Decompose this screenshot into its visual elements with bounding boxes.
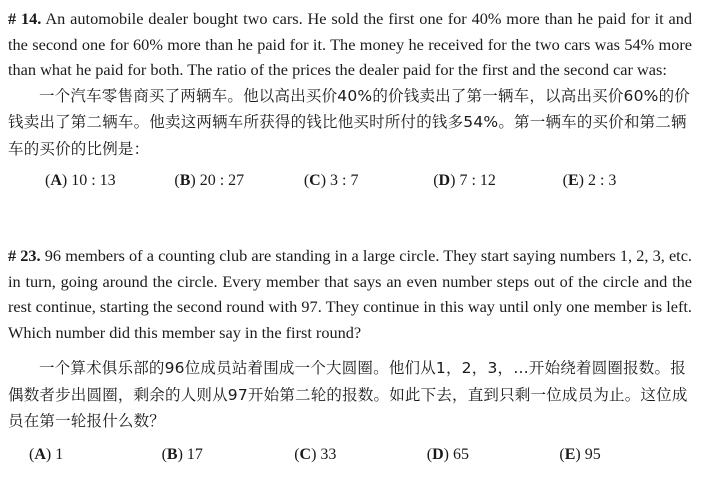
problem-23 [8, 243, 692, 466]
choice-letter: C [299, 445, 312, 463]
choice-text: 10 : 13 [71, 172, 116, 190]
problem-number: # 23. [8, 246, 41, 265]
choice-text: 17 [186, 445, 203, 463]
choice-letter: D [438, 172, 451, 190]
choice-c[interactable]: (C) 3 : 7 [303, 172, 359, 190]
choice-e[interactable]: (E) 2 : 3 [562, 172, 617, 190]
choice-text: 20 : 27 [199, 172, 245, 190]
choice-text: 3 : 7 [330, 172, 359, 190]
problem-text: An automobile dealer bought two cars. He sold the first one for 40% more than he paid for it and the second one for 60% more than he paid for it. The money he received for the two cars was 54% more than what he paid for both. The ratio of the prices the dealer paid for the first and the second car was: [8, 9, 693, 80]
choice-b[interactable]: (B) 17 [161, 445, 203, 463]
choice-d[interactable]: (D) 65 [426, 445, 469, 463]
problem-number: # 14. [8, 9, 42, 28]
choice-letter: B [179, 172, 191, 190]
problem-statement-chinese: 一个汽车零售商买了两辆车。他以高出买价40%的价钱卖出了第一辆车，以高出买价60%的价钱卖出了第二辆车。他卖这两辆车所获得的钱比他买时所付的钱多54%。第一辆车的买价和第二辆车的买价的比例是： [8, 86, 691, 158]
problem-statement-english [8, 6, 692, 83]
choice-c[interactable]: (C) 33 [294, 445, 337, 463]
problem-statement-chinese: 一个算术俱乐部的96位成员站着围成一个大圆圈。他们从1，2，3，…开始绕着圆圈报数。报偶数者步出圆圈，剩余的人则从97开始第二轮的报数。如此下去，直到只剩一位成员为止。这位成员在第一轮报什么数？ [8, 359, 688, 431]
answer-choices [8, 444, 692, 466]
problem-statement-english [8, 243, 692, 345]
choice-text: 95 [584, 445, 601, 463]
choice-a[interactable]: (A) 10 : 13 [45, 172, 116, 190]
choice-text: 33 [320, 445, 337, 463]
choice-b[interactable]: (B) 20 : 27 [174, 172, 245, 190]
problem-14 [8, 6, 692, 192]
choice-letter: D [432, 445, 444, 463]
choice-text: 1 [55, 445, 64, 463]
choice-a[interactable]: (A) 1 [29, 445, 64, 463]
choice-letter: A [34, 445, 46, 463]
choice-letter: A [50, 172, 62, 190]
answer-choices [8, 170, 692, 192]
choice-text: 65 [453, 445, 469, 463]
choice-text: 7 : 12 [459, 172, 496, 190]
choice-letter: C [309, 172, 321, 190]
choice-e[interactable]: (E) 95 [559, 445, 601, 463]
choice-text: 2 : 3 [587, 172, 617, 190]
problem-text: 96 members of a counting club are standing in a large circle. They start saying numbers 1, 2, 3, etc. in turn, going around the circle. Every member that says an even number steps out of the circle and the rest continue, starting the second round with 97. They continue in this way until only one member is left. Which number did this member say in the first round? [8, 246, 692, 342]
choice-letter: E [567, 172, 579, 190]
choice-letter: B [166, 445, 178, 463]
choice-letter: E [564, 445, 576, 463]
choice-d[interactable]: (D) 7 : 12 [433, 172, 496, 190]
